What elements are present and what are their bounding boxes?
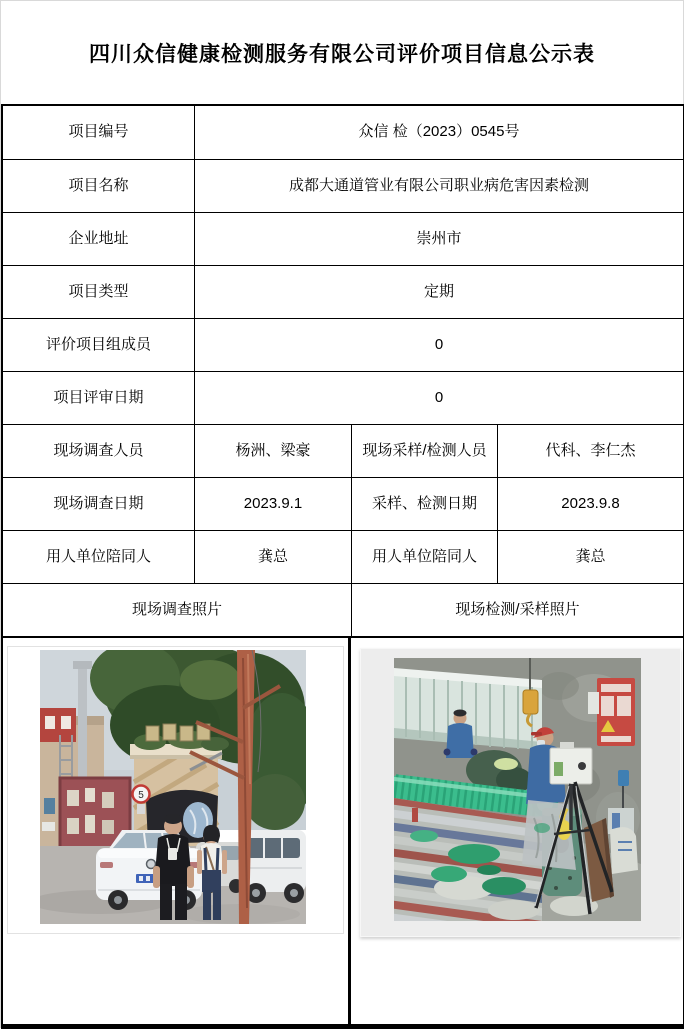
value-sampling-personnel: 代科、李仁杰 [497, 425, 683, 477]
sampling-photo-panel [360, 648, 681, 937]
survey-photo-frame [7, 646, 344, 934]
svg-text:5: 5 [138, 790, 144, 801]
label-project-name: 项目名称 [68, 176, 129, 194]
sampling-photo-cell [351, 638, 683, 1024]
row-site-dates [3, 477, 683, 530]
page-title: 四川众信健康检测服务有限公司评价项目信息公示表 [89, 42, 595, 66]
row-photo-headers [3, 583, 683, 636]
value-sampling-date: 2023.9.8 [497, 478, 683, 530]
value-company-address: 崇州市 [194, 213, 683, 265]
value-project-type: 定期 [194, 266, 683, 318]
row-photos [3, 636, 683, 1024]
value-escort-right: 龚总 [497, 531, 683, 583]
site-sampling-photo [394, 658, 641, 921]
label-sampling-date: 采样、检测日期 [351, 478, 497, 530]
row-evaluation-team [3, 318, 683, 371]
label-sampling-personnel: 现场采样/检测人员 [351, 425, 497, 477]
site-survey-photo [40, 650, 306, 924]
row-site-personnel [3, 424, 683, 477]
label-evaluation-team: 评价项目组成员 [45, 335, 151, 353]
survey-photo-cell [3, 638, 351, 1024]
row-project-number [3, 106, 683, 159]
label-project-number: 项目编号 [68, 123, 129, 141]
value-survey-date: 2023.9.1 [194, 478, 351, 530]
value-project-name: 成都大通道管业有限公司职业病危害因素检测 [194, 160, 683, 212]
label-review-date: 项目评审日期 [53, 388, 144, 406]
label-project-type: 项目类型 [68, 282, 129, 300]
label-survey-personnel: 现场调查人员 [53, 441, 144, 459]
row-project-type [3, 265, 683, 318]
row-project-name [3, 159, 683, 212]
row-escorts [3, 530, 683, 583]
label-escort-right: 用人单位陪同人 [351, 531, 497, 583]
row-company-address [3, 212, 683, 265]
value-survey-personnel: 杨洲、梁豪 [194, 425, 351, 477]
info-table [1, 104, 684, 1029]
label-survey-date: 现场调查日期 [53, 494, 144, 512]
header-sampling-photo: 现场检测/采样照片 [351, 584, 683, 636]
header-survey-photo: 现场调查照片 [131, 600, 222, 618]
value-evaluation-team: 0 [194, 319, 683, 371]
value-review-date: 0 [194, 372, 683, 424]
label-escort-left: 用人单位陪同人 [45, 547, 151, 565]
row-review-date [3, 371, 683, 424]
value-project-number: 众信 检（2023）0545号 [194, 106, 683, 159]
value-escort-left: 龚总 [194, 531, 351, 583]
label-company-address: 企业地址 [68, 229, 129, 247]
